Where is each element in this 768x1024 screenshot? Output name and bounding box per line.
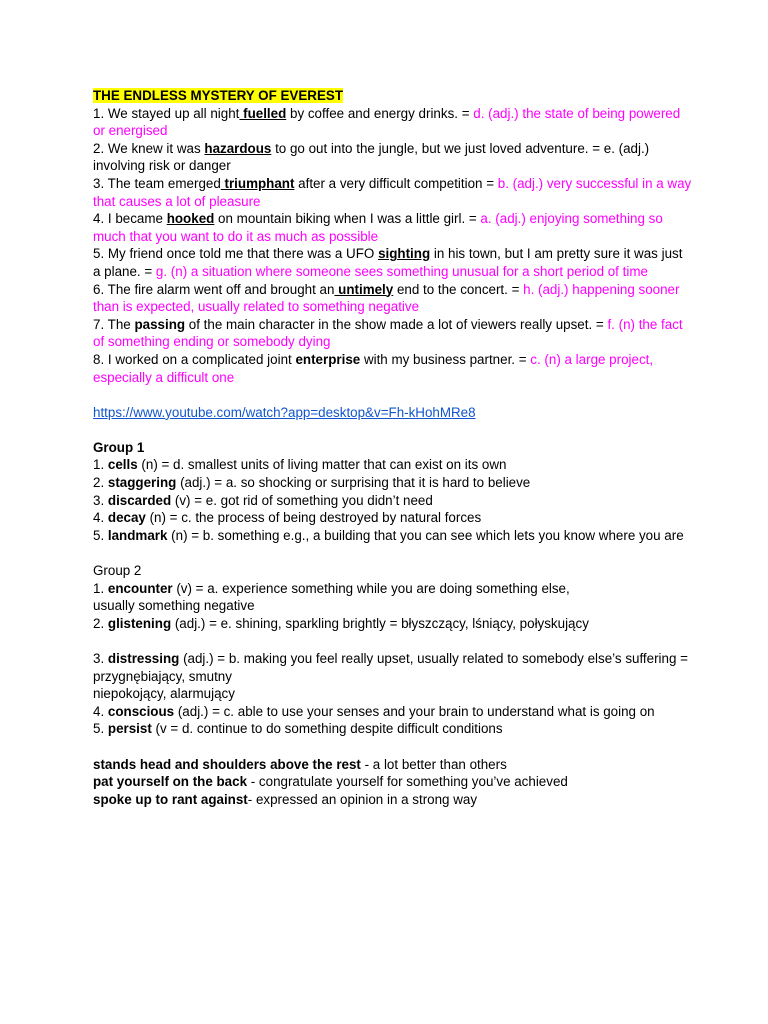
phrase-meaning: - expressed an opinion in a strong way [247,791,478,807]
definition-text: (v) = a. experience something while you are doing something else, [172,580,570,596]
vocab-item [93,210,693,245]
sentence-text: on mountain biking when I was a little girl. = [214,211,481,227]
group2-heading: Group 2 [93,563,142,579]
definition-text: h. (adj.) happening sooner than is expected, usually related to something negative [93,281,680,315]
item-number: 5. [93,721,108,737]
group2-item [93,580,693,598]
definition-text: a. (adj.) enjoying something so much that you want to do it as much as possible [93,211,663,244]
vocab-word: landmark [107,527,168,543]
item-number: 2. [93,475,108,491]
sentence-text: end to the concert. = [393,281,524,297]
group1-item [93,509,693,527]
phrase-text: pat yourself on the back [93,774,248,790]
phrase-item [93,773,693,791]
definition-text: b. (adj.) very successful in a way that causes a lot of pleasure [93,175,692,209]
vocab-word: persist [107,721,152,737]
vocab-word: distressing [107,651,180,666]
sentence-text: with my business partner. = [360,351,531,367]
definition-text: (v) = e. got rid of something you didn’t need [171,492,433,508]
vocab-word: hazardous [204,140,272,156]
spacer [93,386,693,404]
definition-text: (n) = d. smallest units of living matter that can exist on its own [137,457,507,473]
definition-text: (adj.) = e. shining, sparkling brightly = błyszczący, lśniący, połyskujący [171,615,589,631]
group2-item [93,615,693,633]
phrases-section [93,756,693,809]
sentence-text: 2. We knew it was [93,140,205,156]
vocab-word: conscious [107,703,175,719]
group1-heading: Group 1 [93,439,145,455]
phrase-item [93,756,693,774]
group2-item-continuation: niepokojący, alarmujący [93,686,235,702]
vocab-item [93,175,693,210]
sentence-text: to go out into the jungle, but we just loved adventure. = [271,140,604,156]
phrase-item [93,791,693,809]
group1-item [93,456,693,474]
vocab-word: enterprise [295,351,361,367]
vocab-item [93,105,693,140]
group2-item [93,720,693,738]
item-number: 4. [93,703,108,719]
phrase-meaning: - congratulate yourself for something you’ve achieved [247,774,568,790]
group1-section [93,439,693,545]
vocab-word: hooked [166,211,215,227]
group2-item-continuation: usually something negative [93,598,255,614]
vocab-item [93,281,693,316]
definition-text: d. (adj.) the state of being powered or energised [93,105,681,139]
vocab-list [93,105,693,387]
sentence-text: in his town, but I am pretty sure it was just a plane. = [93,246,683,279]
item-number: 5. [93,527,108,543]
definition-text: (adj.) = c. able to use your senses and your brain to understand what is going on [174,703,655,719]
vocab-item [93,245,693,280]
spacer [93,421,693,439]
definition-text: c. (n) a large project, especially a difficult one [93,351,654,385]
spacer [93,544,693,562]
definition-text: (adj.) = b. making you feel really upset, usually related to somebody else’s suffering = przygnębiający, smutny [93,651,688,684]
vocab-word: cells [107,457,138,473]
phrase-text: stands head and shoulders above the rest [93,756,361,772]
sentence-text: 7. The [93,316,135,332]
item-number: 1. [93,457,108,473]
definition-text: (n) = c. the process of being destroyed by natural forces [145,510,482,526]
group1-item [93,527,693,545]
vocab-item [93,351,693,386]
sentence-text: 3. The team emerged [93,175,221,191]
item-number: 1. [93,580,108,596]
vocab-word: untimely [334,281,394,297]
vocab-item [93,140,693,175]
group2-item [93,703,693,721]
sentence-text: 6. The fire alarm went off and brought an [93,281,335,297]
vocab-word: passing [134,316,186,332]
definition-text: g. (n) a situation where someone sees something unusual for a short period of time [155,263,648,279]
group2-section [93,562,693,738]
video-link-line [93,404,693,422]
title-text: THE ENDLESS MYSTERY OF EVEREST [93,88,344,103]
vocab-word: discarded [107,492,172,508]
vocab-word: sighting [378,246,431,262]
group2-item [93,650,693,685]
item-number: 3. [93,492,108,508]
vocab-word: fuelled [239,105,287,121]
spacer [93,632,693,650]
document-title [93,87,693,105]
item-number: 2. [93,615,108,631]
definition-text: f. (n) the fact of something ending or somebody dying [93,316,683,350]
vocab-word: decay [107,510,146,526]
group1-item [93,474,693,492]
phrase-text: spoke up to rant against [93,791,248,807]
sentence-text: 1. We stayed up all night [93,105,240,121]
vocab-item [93,316,693,351]
spacer [93,738,693,756]
sentence-text: after a very difficult competition = [294,175,498,191]
vocab-word: encounter [107,580,173,596]
definition-text: (adj.) = a. so shocking or surprising that it is hard to believe [176,475,531,491]
vocab-word: triumphant [220,175,295,191]
item-number: 4. [93,510,108,526]
definition-text: (v = d. continue to do something despite difficult conditions [151,721,503,737]
sentence-text: of the main character in the show made a lot of viewers really upset. = [185,316,608,332]
definition-text: e. (adj.) involving risk or danger [93,140,650,174]
vocab-word: staggering [107,475,177,491]
vocab-word: glistening [107,615,172,631]
sentence-text: 4. I became [93,211,167,227]
sentence-text: by coffee and energy drinks. = [286,105,474,121]
phrase-meaning: - a lot better than others [360,756,507,772]
definition-text: (n) = b. something e.g., a building that you can see which lets you know where you are [167,527,684,543]
item-number: 3. [93,651,108,666]
youtube-link[interactable]: https://www.youtube.com/watch?app=desktop&v=Fh-kHohMRe8 [93,404,476,420]
sentence-text: 8. I worked on a complicated joint [93,351,296,367]
sentence-text: 5. My friend once told me that there was a UFO [93,246,379,262]
group1-item [93,492,693,510]
document-body [93,87,693,808]
